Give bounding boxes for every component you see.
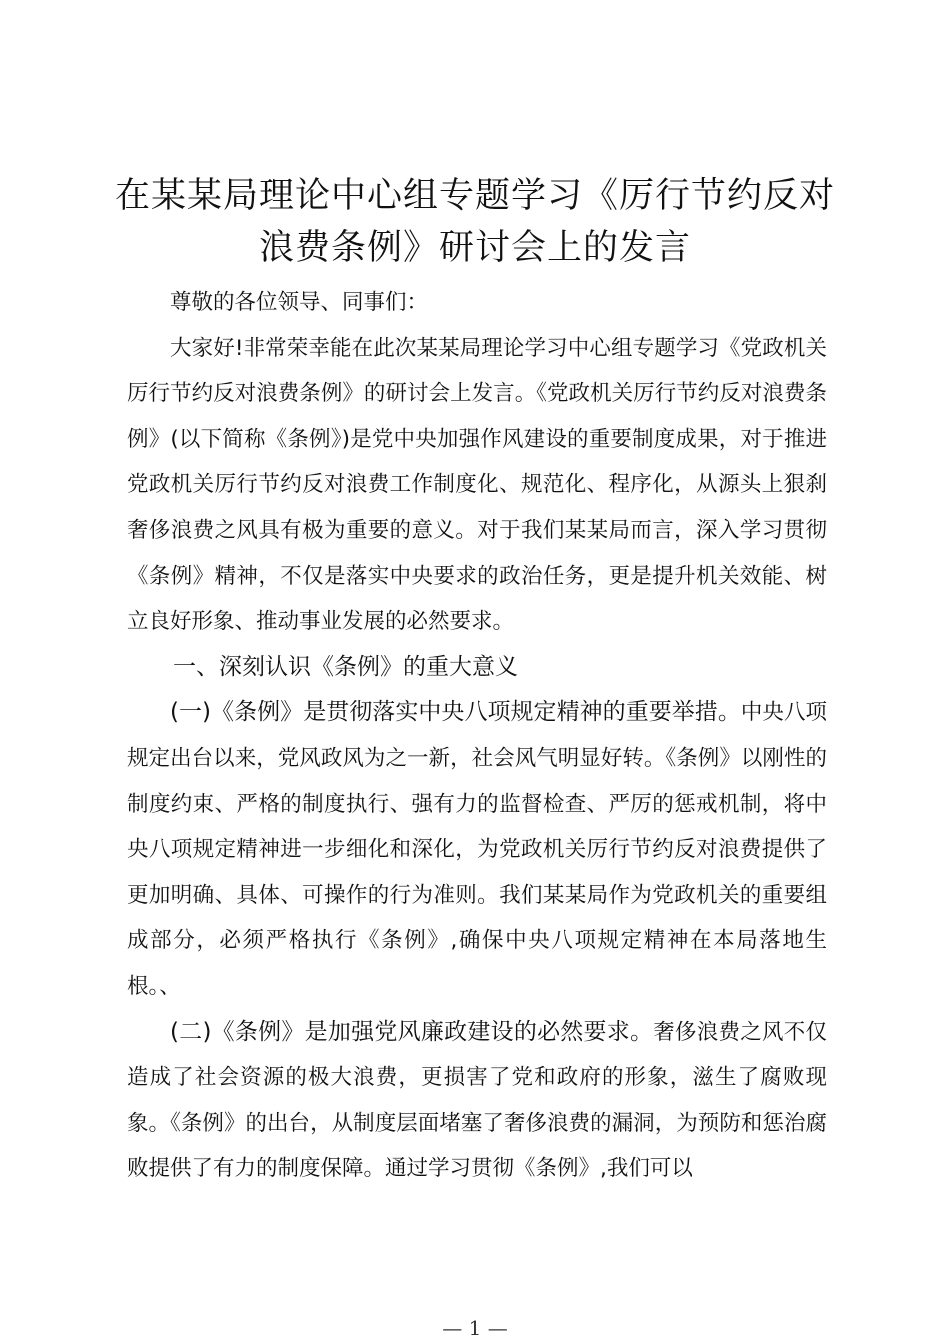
section-heading: 一、深刻认识《条例》的重大意义 bbox=[173, 653, 518, 680]
document-body bbox=[127, 280, 827, 1192]
title-line-1: 在某某局理论中心组专题学习《厉行节约反对 bbox=[114, 176, 835, 216]
title-line-2: 浪费条例》研讨会上的发言 bbox=[258, 228, 691, 268]
salutation: 尊敬的各位领导、同事们： bbox=[170, 290, 429, 315]
subsection-1-body: 中央八项规定出台以来，党风政风为之一新，社会风气明显好转。《条例》以刚性的制度约束、严格的制度执行、强有力的监督检查、严厉的惩戒机制，将中央八项规定精神进一步细化和深化，为党政机关厉行节约反对浪费提供了更加明确、具体、可操作的行为准则。我们某某局作为党政机关的重要组成部分，必须严格执行《条例》,确保中央八项规定精神在本局落地生根。、 bbox=[127, 700, 827, 999]
intro-paragraph: 大家好!非常荣幸能在此次某某局理论学习中心组专题学习《党政机关厉行节约反对浪费条例》的研讨会上发言。《党政机关厉行节约反对浪费条例》(以下简称《条例》)是党中央加强作风建设的重要制度成果，对于推进党政机关厉行节约反对浪费工作制度化、规范化、程序化，从源头上狠刹奢侈浪费之风具有极为重要的意义。对于我们某某局而言，深入学习贯彻《条例》精神，不仅是落实中央要求的政治任务，更是提升机关效能、树立良好形象、推动事业发展的必然要求。 bbox=[127, 335, 827, 635]
page-number: — 1 — bbox=[442, 1316, 508, 1340]
document-title bbox=[80, 170, 870, 274]
subsection-1-heading: (一)《条例》是贯彻落实中央八项规定精神的重要举措。 bbox=[170, 699, 741, 726]
subsection-2-body: 奢侈浪费之风不仅造成了社会资源的极大浪费，更损害了党和政府的形象，滋生了腐败现象。《条例》的出台，从制度层面堵塞了奢侈浪费的漏洞，为预防和惩治腐败提供了有力的制度保障。通过学习贯彻《条例》,我们可以 bbox=[127, 1019, 827, 1182]
subsection-1-paragraph bbox=[127, 690, 827, 1009]
subsection-2-heading: (二)《条例》是加强党风廉政建设的必然要求。 bbox=[170, 1018, 654, 1045]
subsection-2-paragraph bbox=[127, 1010, 827, 1192]
